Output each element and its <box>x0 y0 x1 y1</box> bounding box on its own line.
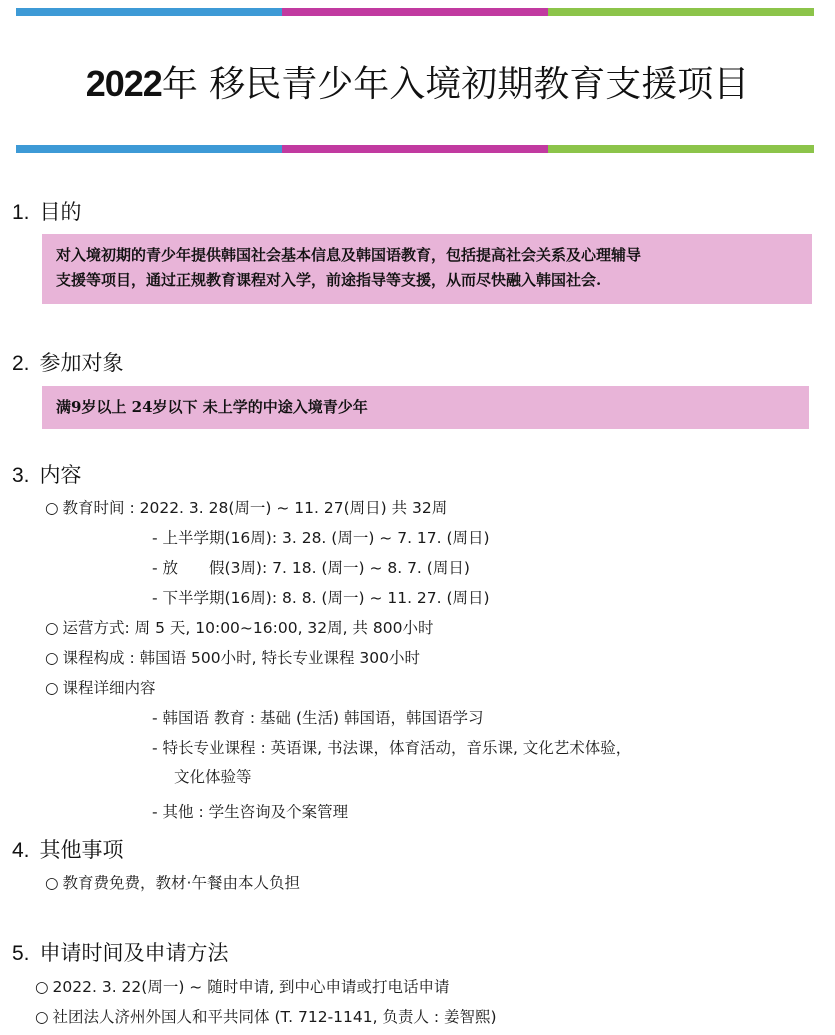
section-heading-content <box>12 459 82 489</box>
section-number: 4. <box>12 839 30 862</box>
bottom-color-bar <box>16 145 814 153</box>
bullet-icon: ○ <box>35 1008 49 1026</box>
section-heading-other <box>12 834 124 864</box>
details-line <box>45 676 156 698</box>
other-text: 教育费免费，教材·午餐由本人负担 <box>62 874 300 892</box>
details-sub-item: - 特长专业课程 : 英语课, 书法课，体育活动，音乐课, 文化艺术体验， <box>152 739 632 757</box>
operation-text: 运营方式: 周 5 天, 10:00~16:00, 32周, 共 800小时 <box>62 619 434 637</box>
details-sub-item: - 韩国语 教育 : 基础 (生活) 韩国语，韩国语学习 <box>152 709 484 727</box>
apply-line <box>35 975 450 997</box>
target-text: 满9岁以上 24岁以下 未上学的中途入境青少年 <box>56 398 368 416</box>
apply-text: 社团法人济州外国人和平共同体 (T. 712-1141, 负责人 : 姜智熙) <box>52 1008 497 1026</box>
section-title: 内容 <box>39 463 82 487</box>
purpose-text-line: 支援等项目，通过正规教育课程对入学，前途指导等支援，从而尽快融入韩国社会. <box>56 271 602 289</box>
bar-blue-segment <box>16 145 282 153</box>
bar-magenta-segment <box>282 8 548 16</box>
bullet-icon: ○ <box>45 874 59 892</box>
bullet-icon: ○ <box>45 619 59 637</box>
apply-text: 2022. 3. 22(周一) ~ 随时申请, 到中心申请或打电话申请 <box>52 978 450 996</box>
section-title: 申请时间及申请方法 <box>39 941 229 965</box>
title-text: 年 移民青少年入境初期教育支援项目 <box>161 64 750 105</box>
composition-text: 课程构成 : 韩国语 500小时, 特长专业课程 300小时 <box>62 649 420 667</box>
section-heading-target <box>12 347 124 377</box>
bar-green-segment <box>548 8 814 16</box>
bullet-icon: ○ <box>45 649 59 667</box>
bar-green-segment <box>548 145 814 153</box>
purpose-box <box>42 234 812 304</box>
schedule-sub-item: - 上半学期(16周): 3. 28. (周一) ~ 7. 17. (周日) <box>152 529 490 547</box>
section-number: 1. <box>12 201 30 224</box>
bullet-icon: ○ <box>45 499 59 517</box>
schedule-text: 教育时间 : 2022. 3. 28(周一) ~ 11. 27(周日) 共 32周 <box>62 499 448 517</box>
schedule-sub-item: - 放 假(3周): 7. 18. (周一) ~ 8. 7. (周日) <box>152 559 470 577</box>
section-title: 目的 <box>39 200 82 224</box>
purpose-text-line: 对入境初期的青少年提供韩国社会基本信息及韩国语教育，包括提高社会关系及心理辅导 <box>56 246 642 264</box>
bar-blue-segment <box>16 8 282 16</box>
apply-line <box>35 1005 497 1027</box>
page-title <box>0 56 835 107</box>
section-title: 其他事项 <box>39 838 124 862</box>
composition-line <box>45 646 420 668</box>
details-sub-item: - 其他 : 学生咨询及个案管理 <box>152 803 349 821</box>
operation-line <box>45 616 434 638</box>
schedule-line <box>45 496 447 518</box>
bar-magenta-segment <box>282 145 548 153</box>
section-number: 2. <box>12 352 30 375</box>
section-heading-apply <box>12 937 229 967</box>
details-text: 课程详细内容 <box>62 679 156 697</box>
top-color-bar <box>16 8 814 16</box>
section-number: 5. <box>12 942 30 965</box>
title-year: 2022 <box>85 63 162 104</box>
other-line <box>45 871 300 893</box>
section-title: 参加对象 <box>39 351 124 375</box>
target-box <box>42 386 809 429</box>
bullet-icon: ○ <box>35 978 49 996</box>
bullet-icon: ○ <box>45 679 59 697</box>
schedule-sub-item: - 下半学期(16周): 8. 8. (周一) ~ 11. 27. (周日) <box>152 589 490 607</box>
section-number: 3. <box>12 464 30 487</box>
section-heading-purpose <box>12 196 82 226</box>
details-sub-item-continued: 文化体验等 <box>174 768 252 786</box>
